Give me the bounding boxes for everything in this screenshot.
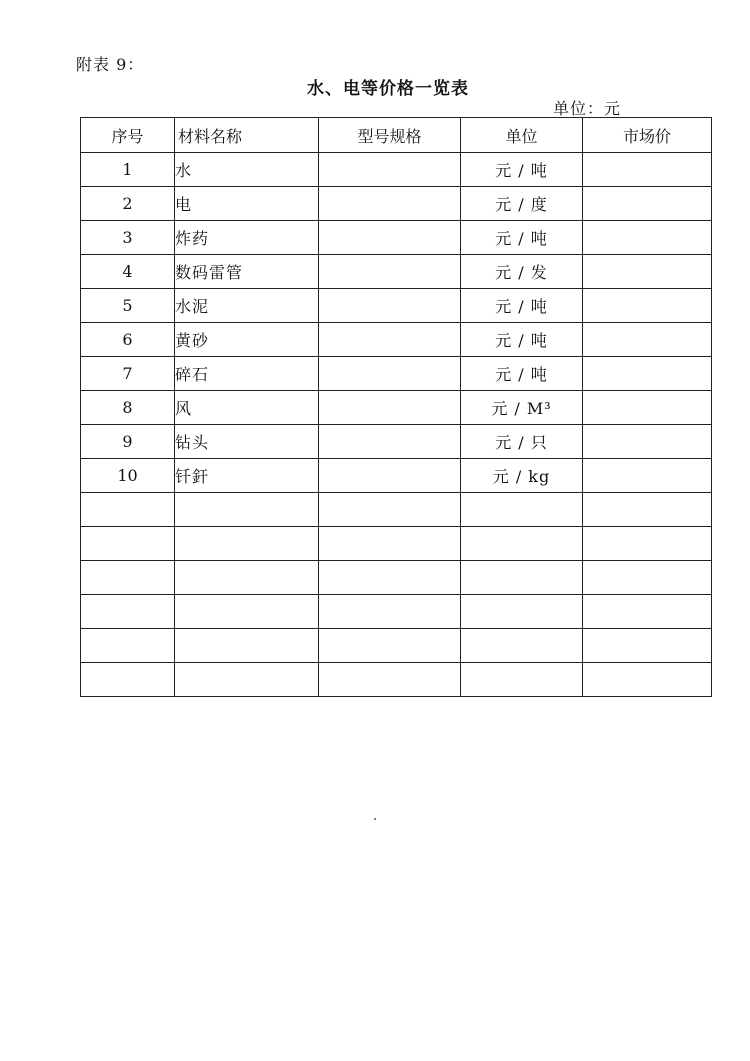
header-name: 材料名称 <box>175 118 319 153</box>
cell-price <box>583 391 712 425</box>
cell-no: 9 <box>81 425 175 459</box>
cell-price <box>583 323 712 357</box>
cell-unit: 元 / 发 <box>461 255 583 289</box>
cell-model <box>319 527 461 561</box>
cell-model <box>319 425 461 459</box>
cell-price <box>583 425 712 459</box>
cell-price <box>583 153 712 187</box>
cell-unit: 元 / 度 <box>461 187 583 221</box>
price-table <box>80 117 712 697</box>
cell-unit: 元 / 吨 <box>461 153 583 187</box>
cell-name <box>175 527 319 561</box>
cell-name: 风 <box>175 391 319 425</box>
table-row <box>81 493 712 527</box>
table-row <box>81 357 712 391</box>
cell-model <box>319 187 461 221</box>
cell-name <box>175 561 319 595</box>
table-row <box>81 629 712 663</box>
cell-model <box>319 255 461 289</box>
header-unit: 单位 <box>461 118 583 153</box>
cell-name <box>175 595 319 629</box>
cell-unit: 元 / 吨 <box>461 357 583 391</box>
cell-price <box>583 255 712 289</box>
cell-no: 3 <box>81 221 175 255</box>
cell-model <box>319 289 461 323</box>
cell-price <box>583 663 712 697</box>
page-dot <box>374 818 376 820</box>
appendix-label: 附表 9： <box>76 55 145 74</box>
cell-no <box>81 595 175 629</box>
cell-price <box>583 493 712 527</box>
table-row <box>81 221 712 255</box>
cell-name: 数码雷管 <box>175 255 319 289</box>
cell-name: 炸药 <box>175 221 319 255</box>
table-row <box>81 187 712 221</box>
cell-name <box>175 663 319 697</box>
cell-no: 8 <box>81 391 175 425</box>
table-row <box>81 595 712 629</box>
cell-unit <box>461 663 583 697</box>
cell-name: 黄砂 <box>175 323 319 357</box>
cell-unit: 元 / 只 <box>461 425 583 459</box>
cell-no: 2 <box>81 187 175 221</box>
cell-no: 4 <box>81 255 175 289</box>
cell-unit: 元 / M³ <box>461 391 583 425</box>
cell-name: 碎石 <box>175 357 319 391</box>
cell-price <box>583 289 712 323</box>
cell-unit <box>461 493 583 527</box>
cell-no <box>81 629 175 663</box>
cell-model <box>319 561 461 595</box>
cell-no <box>81 493 175 527</box>
cell-name <box>175 629 319 663</box>
cell-price <box>583 527 712 561</box>
cell-name: 水泥 <box>175 289 319 323</box>
cell-price <box>583 221 712 255</box>
cell-model <box>319 493 461 527</box>
cell-no: 10 <box>81 459 175 493</box>
cell-name <box>175 493 319 527</box>
page-title: 水、电等价格一览表 <box>307 79 469 99</box>
table-body <box>81 153 712 697</box>
cell-no: 7 <box>81 357 175 391</box>
table-row <box>81 663 712 697</box>
cell-no <box>81 527 175 561</box>
table-row <box>81 289 712 323</box>
header-row <box>81 118 712 153</box>
cell-unit: 元 / kg <box>461 459 583 493</box>
table-row <box>81 153 712 187</box>
table-row <box>81 459 712 493</box>
cell-unit: 元 / 吨 <box>461 289 583 323</box>
cell-model <box>319 221 461 255</box>
cell-no: 6 <box>81 323 175 357</box>
header-model: 型号规格 <box>319 118 461 153</box>
cell-name: 钎釬 <box>175 459 319 493</box>
cell-model <box>319 595 461 629</box>
table-row <box>81 527 712 561</box>
cell-name: 钻头 <box>175 425 319 459</box>
cell-no: 1 <box>81 153 175 187</box>
cell-model <box>319 629 461 663</box>
cell-unit <box>461 527 583 561</box>
table-row <box>81 323 712 357</box>
cell-price <box>583 595 712 629</box>
cell-unit: 元 / 吨 <box>461 323 583 357</box>
cell-no <box>81 663 175 697</box>
cell-price <box>583 187 712 221</box>
cell-no: 5 <box>81 289 175 323</box>
cell-model <box>319 459 461 493</box>
cell-unit <box>461 595 583 629</box>
cell-model <box>319 323 461 357</box>
table-row <box>81 391 712 425</box>
cell-model <box>319 153 461 187</box>
cell-unit: 元 / 吨 <box>461 221 583 255</box>
cell-model <box>319 391 461 425</box>
cell-name: 水 <box>175 153 319 187</box>
cell-price <box>583 629 712 663</box>
cell-name: 电 <box>175 187 319 221</box>
cell-price <box>583 357 712 391</box>
table-row <box>81 255 712 289</box>
cell-model <box>319 663 461 697</box>
table-row <box>81 561 712 595</box>
header-no: 序号 <box>81 118 175 153</box>
cell-price <box>583 561 712 595</box>
cell-model <box>319 357 461 391</box>
cell-price <box>583 459 712 493</box>
cell-unit <box>461 561 583 595</box>
unit-note: 单位：元 <box>553 99 622 118</box>
cell-no <box>81 561 175 595</box>
table-row <box>81 425 712 459</box>
cell-unit <box>461 629 583 663</box>
table-header <box>81 118 712 153</box>
header-price: 市场价 <box>583 118 712 153</box>
